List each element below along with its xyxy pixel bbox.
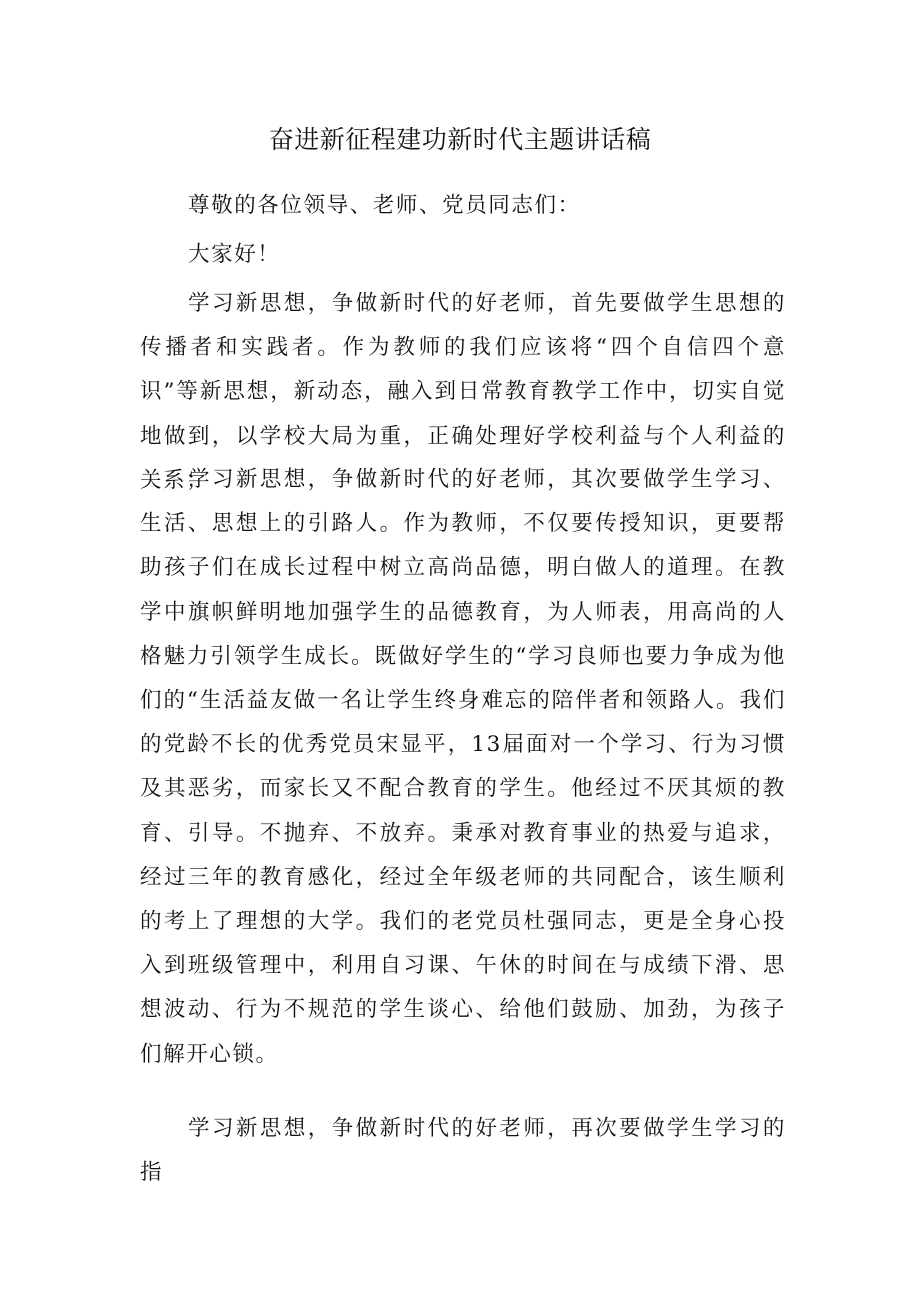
greeting: 大家好！ [188, 242, 281, 267]
salutation: 尊敬的各位领导、老师、党员同志们： [188, 193, 581, 218]
document-title: 奋进新征程建功新时代主题讲话稿 [268, 125, 652, 154]
paragraph-3: 学习新思想，争做新时代的好老师，再次要做学生学习的指 [140, 1116, 786, 1186]
paragraph-1: 学习新思想，争做新时代的好老师，首先要做学生思想的传播者和实践者。作为教师的我们应该将“四个自信四个意识”等新思想，新动态，融入到日常教育教学工作中，切实自觉地做到，以学校大局为重，正确处理好学校利益与个人利益的关系； [140, 291, 786, 493]
paragraph-2: 学习新思想，争做新时代的好老师，其次要做学生学习、生活、思想上的引路人。作为教师，不仅要传授知识，更要帮助孩子们在成长过程中树立高尚品德，明白做人的道理。在教学中旗帜鲜明地加强学生的品德教育，为人师表，用高尚的人格魅力引领学生成长。既做好学生的“学习良师也要力争成为他们的“生活益友做一名让学生终身难忘的陪伴者和领路人。我们的党龄不长的优秀党员宋显平，13届面对一个学习、行为习惯及其恶劣，而家长又不配合教育的学生。他经过不厌其烦的教育、引导。不抛弃、不放弃。秉承对教育事业的热爱与追求，经过三年的教育感化，经过全年级老师的共同配合，该生顺利的考上了理想的大学。我们的老党员杜强同志，更是全身心投入到班级管理中，利用自习课、午休的时间在与成绩下滑、思想波动、行为不规范的学生谈心、给他们鼓励、加劲，为孩子们解开心锁。 [140, 467, 786, 1067]
